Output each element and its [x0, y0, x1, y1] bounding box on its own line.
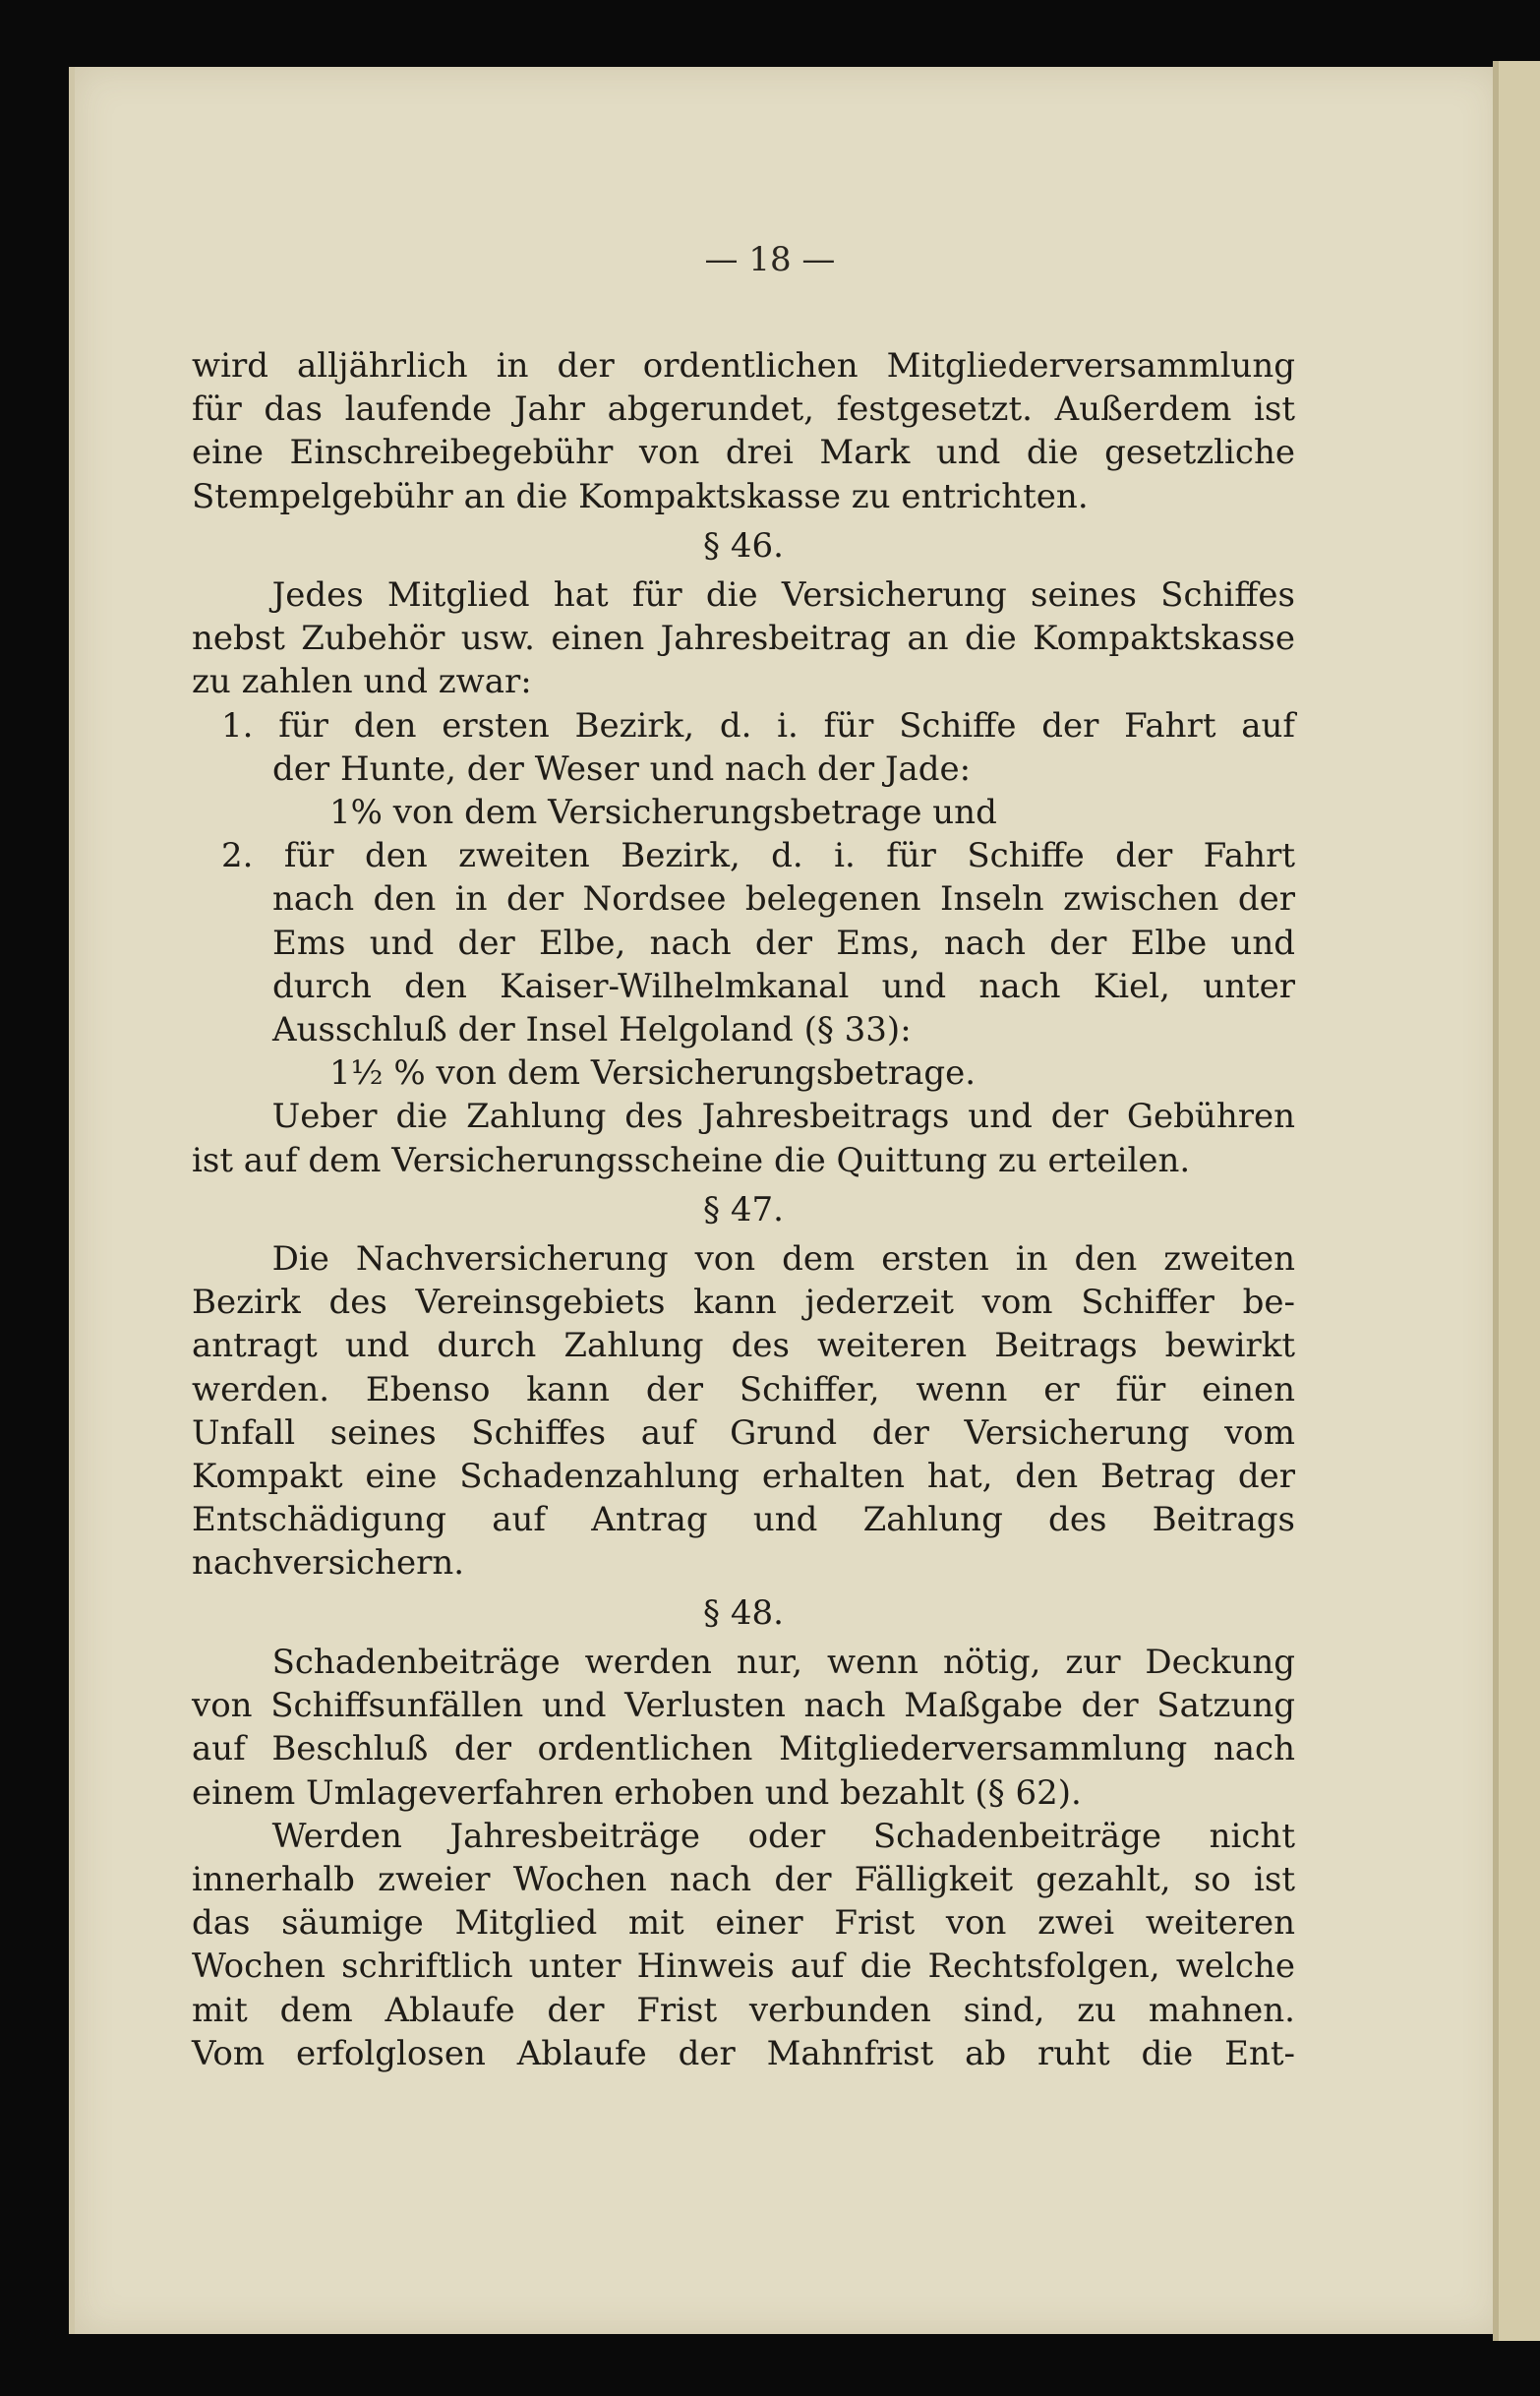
- text-line: Unfall seines Schiffes auf Grund der Versicherung vom: [192, 1412, 1295, 1453]
- section-heading-46: § 46.: [703, 525, 784, 566]
- text-line: wird alljährlich in der ordentlichen Mitgliederversammlung: [192, 346, 1295, 386]
- section-heading-48: § 48.: [703, 1592, 784, 1633]
- page-number: — 18 —: [704, 240, 836, 279]
- text-line: für das laufende Jahr abgerundet, festgesetzt. Außerdem ist: [192, 389, 1295, 430]
- text-line: einem Umlageverfahren erhoben und bezahlt (§ 62).: [192, 1772, 1082, 1813]
- text-line: zu zahlen und zwar:: [192, 662, 532, 702]
- text-line: nebst Zubehör usw. einen Jahresbeitrag an die Kompaktskasse: [192, 619, 1295, 659]
- text-line: auf Beschluß der ordentlichen Mitgliederversammlung nach: [192, 1729, 1295, 1769]
- text-line: Entschädigung auf Antrag und Zahlung des Beitrags: [192, 1500, 1295, 1540]
- text-line: Stempelgebühr an die Kompaktskasse zu entrichten.: [192, 476, 1089, 516]
- text-line: mit dem Ablaufe der Frist verbunden sind, zu mahnen.: [192, 1990, 1295, 2030]
- text-line: nachversichern.: [192, 1543, 465, 1584]
- text-line: Die Nachversicherung von dem ersten in den zweiten: [271, 1239, 1295, 1280]
- text-line: von Schiffsunfällen und Verlusten nach Maßgabe der Satzung: [192, 1686, 1295, 1726]
- text-line: ist auf dem Versicherungsscheine die Quittung zu erteilen.: [192, 1140, 1191, 1180]
- text-line: Kompakt eine Schadenzahlung erhalten hat, den Betrag der: [192, 1457, 1295, 1497]
- text-line: innerhalb zweier Wochen nach der Fälligkeit gezahlt, so ist: [192, 1859, 1295, 1899]
- page-text: [192, 344, 1295, 2075]
- text-line: Ueber die Zahlung des Jahresbeitrags und der Gebühren: [271, 1097, 1295, 1137]
- text-line: nach den in der Nordsee belegenen Inseln zwischen der: [272, 879, 1295, 920]
- section-heading-47: § 47.: [703, 1189, 784, 1229]
- list-item-2: 2. für den zweiten Bezirk, d. i. für Schiffe der Fahrt: [221, 836, 1295, 876]
- text-line: der Hunte, der Weser und nach der Jade:: [272, 749, 972, 789]
- page-number-area: [0, 212, 1540, 279]
- text-line: Wochen schriftlich unter Hinweis auf die Rechtsfolgen, welche: [192, 1947, 1295, 1987]
- text-line: Werden Jahresbeiträge oder Schadenbeiträge nicht: [271, 1816, 1295, 1856]
- text-line: antragt und durch Zahlung des weiteren Beitrags bewirkt: [192, 1326, 1295, 1366]
- text-line: werden. Ebenso kann der Schiffer, wenn er für einen: [192, 1369, 1295, 1409]
- text-line: eine Einschreibegebühr von drei Mark und die gesetzliche: [192, 433, 1295, 473]
- text-line: Bezirk des Vereinsgebiets kann jederzeit vom Schiffer be-: [192, 1283, 1295, 1323]
- text-line: Jedes Mitglied hat für die Versicherung seines Schiffes: [271, 575, 1295, 616]
- rate-line: 1% von dem Versicherungsbetrage und: [329, 793, 997, 833]
- text-line: Ausschluß der Insel Helgoland (§ 33):: [272, 1010, 912, 1050]
- rate-line: 1½ % von dem Versicherungsbetrage.: [329, 1053, 977, 1094]
- text-line: das säumige Mitglied mit einer Frist von zwei weiteren: [192, 1903, 1295, 1944]
- text-line: Schadenbeiträge werden nur, wenn nötig, zur Deckung: [271, 1642, 1295, 1682]
- text-line: durch den Kaiser-Wilhelmkanal und nach Kiel, unter: [272, 966, 1295, 1006]
- text-line: Ems und der Elbe, nach der Ems, nach der Elbe und: [272, 923, 1295, 963]
- list-item-1: 1. für den ersten Bezirk, d. i. für Schiffe der Fahrt auf: [221, 705, 1295, 746]
- text-line: Vom erfolglosen Ablaufe der Mahnfrist ab ruht die Ent-: [192, 2033, 1295, 2073]
- facing-page-edge: [1493, 61, 1540, 2341]
